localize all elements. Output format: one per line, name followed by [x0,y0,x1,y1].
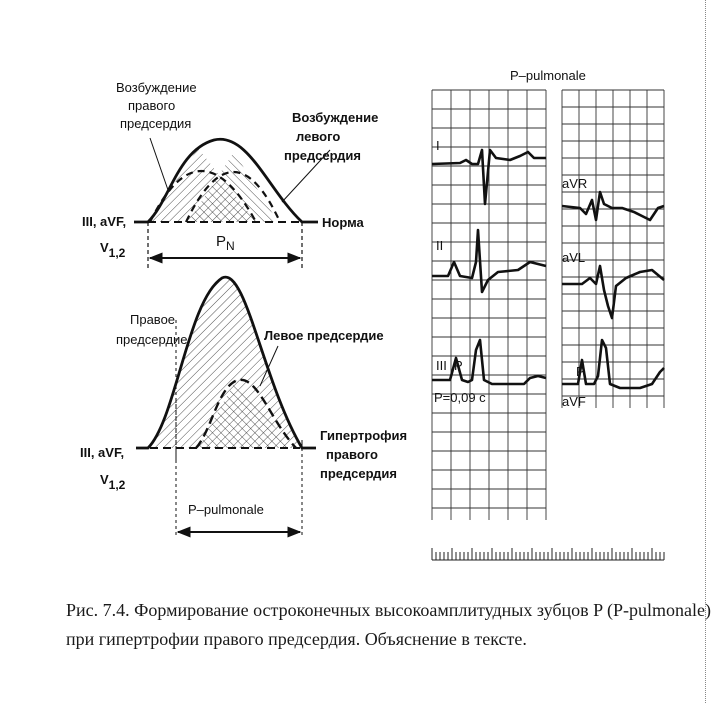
lead-label-aVR: aVR [562,176,588,191]
lead-label-aVL: aVL [562,250,586,265]
lead-label-I: I [436,138,440,153]
lead-v-top: V1,2 [100,240,126,260]
lead-label-II: II [436,238,444,253]
lead-label-III: III [436,358,447,373]
page-edge [705,0,720,703]
lead-label-top: III, aVF, [82,214,127,229]
p-pulmonale-label: P–pulmonale [188,502,264,517]
hypertrophy-label-3: предсердия [320,466,398,481]
p-mark-III: P [454,358,463,373]
label-ra-excitation-1: Возбуждение [116,80,197,95]
label-la-excitation-2: левого [296,129,341,144]
label-la-excitation-3: предсердия [284,148,362,163]
norm-label: Норма [322,215,364,230]
label-ra-excitation-3: предсердия [120,116,192,131]
ecg-grid [432,90,664,520]
ecg-traces [432,150,664,388]
label-la-excitation-1: Возбуждение [292,110,379,125]
p-mark-aVF: P [576,364,585,379]
lead-label-bottom: III, aVF, [80,445,125,460]
label-ra-excitation-2: правого [128,98,176,113]
p-duration: P=0,09 c [434,390,486,405]
ecg-title: P–pulmonale [510,68,586,83]
label-la: Левое предсердие [264,328,384,343]
figure-caption: Рис. 7.4. Формирование остроконечных высокоамплитудных зубцов P (P-pulmonale) при гипертрофии правого предсердия. Объяснение в тексте. [66,600,711,649]
lead-v-bottom: V1,2 [100,472,126,492]
time-ruler [432,548,664,560]
hypertrophy-label-1: Гипертрофия [320,428,408,443]
pn-label: PN [216,233,235,253]
hypertrophy-label-2: правого [326,447,378,462]
label-ra-1: Правое [130,312,176,327]
lead-label-aVF: aVF [562,394,586,409]
label-ra-2: предсердие [116,332,188,347]
